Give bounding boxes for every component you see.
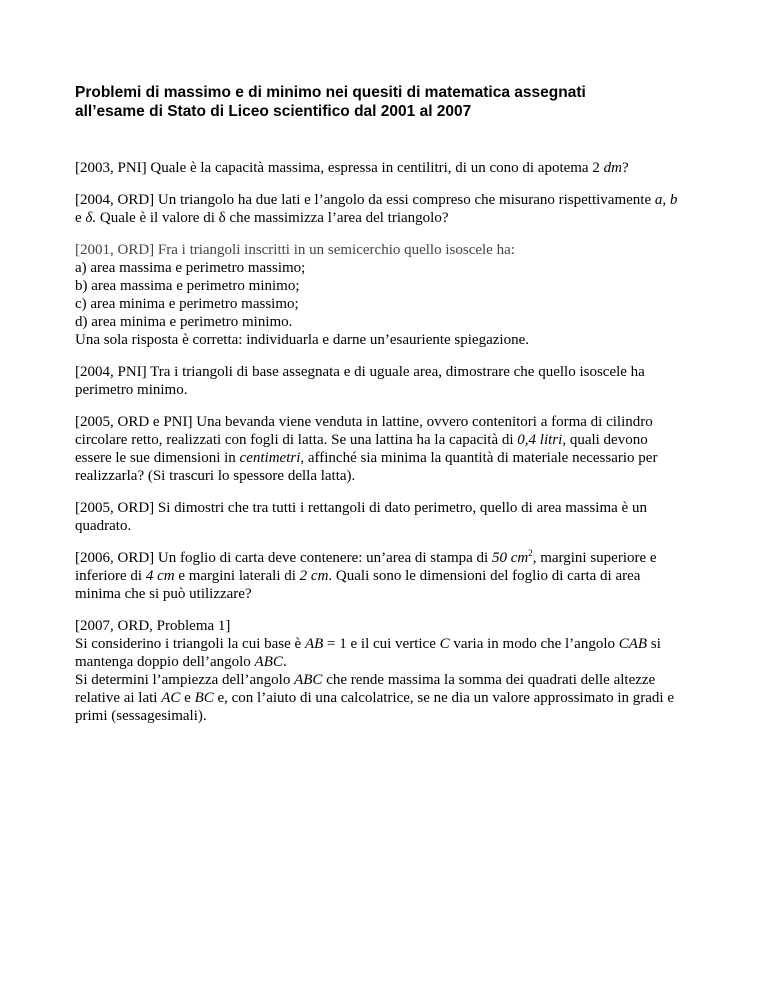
question-line: e δ. Quale è il valore di δ che massimizza l’area del triangolo? (75, 210, 449, 226)
answer-option-a: a) area massima e perimetro massimo; (75, 260, 306, 276)
question-line: Si considerino i triangoli la cui base è AB = 1 e il cui vertice C varia in modo che l’angolo CAB si (75, 636, 661, 652)
answer-option-d: d) area minima e perimetro minimo. (75, 314, 293, 330)
question-line: [2005, ORD] Si dimostri che tra tutti i rettangoli di dato perimetro, quello di area massima è un (75, 500, 647, 516)
answer-option-b: b) area massima e perimetro minimo; (75, 278, 300, 294)
question-line: relative ai lati AC e BC e, con l’aiuto di una calcolatrice, se ne dia un valore approssimato in gradi e (75, 690, 674, 706)
answer-option-c: c) area minima e perimetro massimo; (75, 296, 299, 312)
question-2006-ord (75, 549, 708, 603)
question-line: [2004, ORD] Un triangolo ha due lati e l’angolo da essi compreso che misurano rispettivamente a, b (75, 192, 678, 208)
question-line: minima che si può utilizzare? (75, 586, 252, 602)
question-2004-pni (75, 363, 708, 399)
question-line: inferiore di 4 cm e margini laterali di 2 cm. Quali sono le dimensioni del foglio di carta di area (75, 568, 641, 584)
document-title (75, 83, 708, 121)
question-line: perimetro minimo. (75, 382, 188, 398)
question-line: circolare retto, realizzati con fogli di latta. Se una lattina ha la capacità di 0,4 litri, quali devono (75, 432, 648, 448)
question-line: realizzarla? (Si trascuri lo spessore della latta). (75, 468, 356, 484)
question-line: [2001, ORD] Fra i triangoli inscritti in un semicerchio quello isoscele ha: (75, 242, 515, 258)
title-line-1: Problemi di massimo e di minimo nei quesiti di matematica assegnati (75, 84, 586, 101)
question-2005-ord (75, 499, 708, 535)
question-line: Si determini l’ampiezza dell’angolo ABC che rende massima la somma dei quadrati delle altezze (75, 672, 656, 688)
question-line: [2005, ORD e PNI] Una bevanda viene venduta in lattine, ovvero contenitori a forma di cilindro (75, 414, 653, 430)
question-2007-ord-problema-1 (75, 617, 708, 725)
question-2001-ord (75, 241, 708, 349)
question-line: Una sola risposta è corretta: individuarla e darne un’esauriente spiegazione. (75, 332, 529, 348)
question-line: essere le sue dimensioni in centimetri, affinché sia minima la quantità di materiale necessario per (75, 450, 658, 466)
question-2004-ord (75, 191, 708, 227)
question-line: quadrato. (75, 518, 132, 534)
question-line: [2003, PNI] Quale è la capacità massima, espressa in centilitri, di un cono di apotema 2 dm? (75, 160, 629, 176)
question-line: mantenga doppio dell’angolo ABC. (75, 654, 287, 670)
title-line-2: all’esame di Stato di Liceo scientifico dal 2001 al 2007 (75, 103, 472, 120)
question-2003-pni (75, 159, 708, 177)
question-line: [2007, ORD, Problema 1] (75, 618, 231, 634)
question-line: primi (sessagesimali). (75, 708, 207, 724)
question-2005-ord-pni (75, 413, 708, 485)
question-line: [2004, PNI] Tra i triangoli di base assegnata e di uguale area, dimostrare che quello isoscele ha (75, 364, 645, 380)
question-line: [2006, ORD] Un foglio di carta deve contenere: un’area di stampa di 50 $cm^2$, margini superiore e (75, 548, 657, 566)
